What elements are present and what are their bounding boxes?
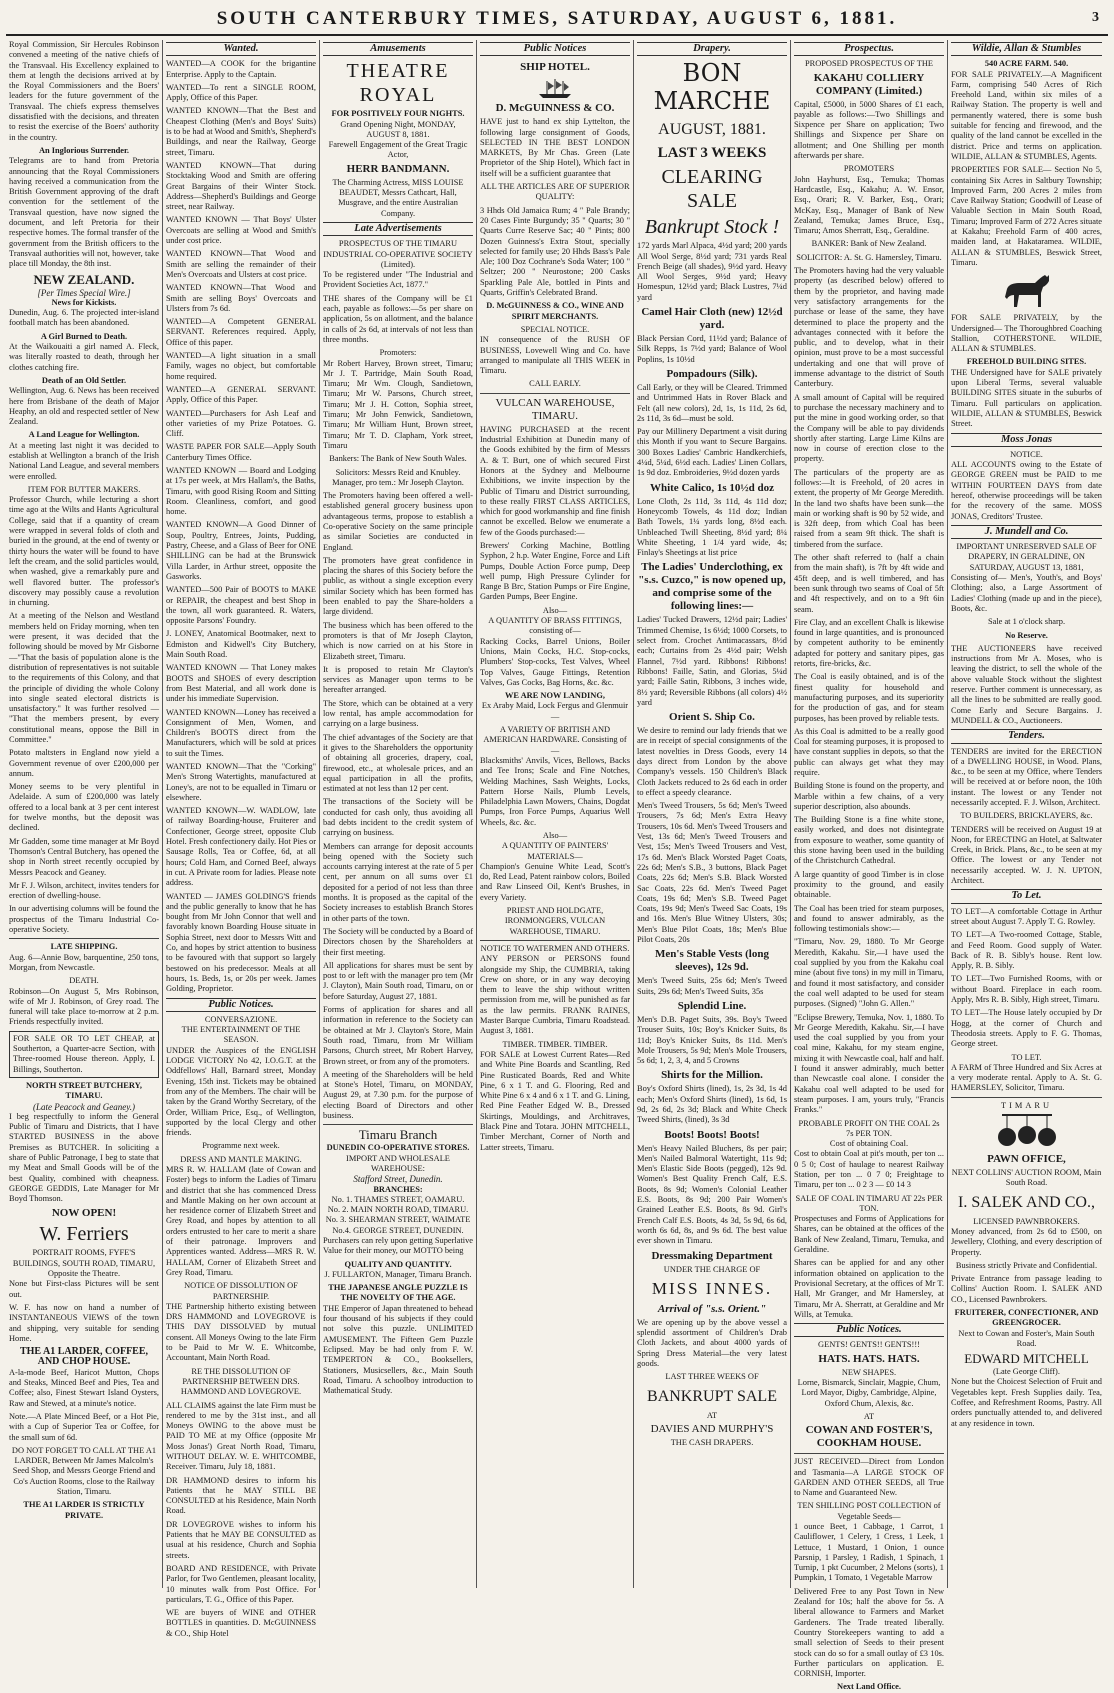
ad-subheading: THE ENTERTAINMENT OF THE SEASON. (181, 1025, 301, 1045)
paragraph: Mr F. J. Wilson, architect, invites tenders for erection of dwelling-house. (9, 880, 159, 901)
ad-heading: PROSPECTUS OF THE TIMARU INDUSTRIAL CO-OPERATIVE SOCIETY (Limited). (323, 239, 473, 269)
page-number: 3 (1092, 10, 1102, 25)
ad-text: The Charming Actress, MISS LOUISE BEAUDET, Messrs Cathcart, Hall, Musgrave, and the entire Australian Company. (332, 177, 464, 218)
ad-heading: A QUANTITY OF BRASS FITTINGS, consisting of— (488, 616, 622, 636)
paragraph: Wellington, Aug. 6. News has been received here from Brisbane of the death of Major Heaphy, an old and respected settler of New Zealand. (9, 386, 159, 427)
ad-text: HAVING PURCHASED at the recent Industrial Exhibition at Dunedin many of the Goods exhibited by the firm of Messrs A. & T. Burt, one of which secured First Honors at the Sydney and Melbourne Exhibitions, we invite inspection by the Public of Timaru and District surrounding, to these really FIRST CLASS ARTICLES, which for good workmanship and fine finish cannot be excelled. Below we enumerate a few of the Goods purchased:— (480, 424, 630, 537)
ad-heading: AUGUST, 1881. (658, 121, 766, 139)
ad-text: ALL THE ARTICLES ARE OF SUPERIOR QUALITY: (480, 182, 630, 202)
ad-heading: D. McGUINNESS & CO. (495, 102, 615, 115)
pawn-banner (951, 1111, 1102, 1151)
classified-ad: WANTED KNOWN — That Loney makes BOOTS and SHOES of every description from Best Material, and all work done is under his immediate Supervision. (166, 663, 316, 704)
column-news (6, 40, 163, 1588)
classified-ad: WANTED—A GENERAL SERVANT. Apply, Office of this Paper. (166, 384, 316, 405)
ad-heading: TIMARU (1000, 1100, 1053, 1110)
headline: A Land League for Wellington. (28, 430, 140, 440)
ad-text: WE are buyers of WINE and OTHER BOTTLES in quantities. D. McGUINNESS & CO., Ship Hotel (166, 1608, 316, 1638)
ad-text: ANY PERSON or PERSONS found alongside my Ship, the CUMBRIA, taking Crew on shore, or in any way decoying them to leave the ship without written permission from me, will be punished as far as the law permits. FRANK RAINES, Master Barque Cumbria, Timaru Roadstead. August 3, 1881. (480, 954, 630, 1036)
section-heading: NEW ZEALAND. (33, 271, 135, 287)
ad-heading: LAST 3 WEEKS (657, 145, 767, 162)
ad-text: All applications for shares must be sent by post to or left with the manager pro tem (Mr J. Clayton), Main South road, Timaru, on or before Saturday, August 27, 1881. (323, 960, 473, 1001)
classified-ad: WASTE PAPER FOR SALE—Apply South Canterbury Times Office. (166, 442, 316, 462)
ad-text: TO LET—The House lately occupied by Dr Hogg, at the corner of Church and Theodosia streets. Apply to F. G. Thomas, George street. (951, 1008, 1102, 1049)
ad-heading: DUNEDIN CO-OPERATIVE STORES. (326, 1143, 470, 1153)
ad-text: Business strictly Private and Confidential. (955, 1260, 1098, 1270)
ad-heading: The Ladies' Underclothing, ex "s.s. Cuzco," is now opened up, and comprise some of the following lines:— (638, 561, 786, 613)
ad-heading: TEN SHILLING POST COLLECTION of Vegetable Seeds— (797, 1501, 941, 1521)
ad-text: TENDERS will be received on August 19 at Noon, for ERECTING an Hotel, at Saltwater Creek, in Brick. Plans, &c., to be seen at my Office. The lowest or any Tender not necessarily accepted. W. J. N. UPTON, Architect. (951, 824, 1102, 886)
masthead (6, 4, 1108, 36)
ad-text: "Timaru, Nov. 29, 1880. To Mr George Meredith, Kakahu. Sir,—I have used the coal supplied by you from the Kakahu coal mine (about five tons) in my mill in Timaru, and found it most satisfactory, and consider the coal well adapted to be used for steam purposes. (Signed) "John G. Allen." (794, 937, 944, 1009)
paragraph: Robinson—On August 5, Mrs Robinson, wife of Mr J. Robinson, of Grey road. The funeral will take place to-morrow at 2 p.m. Friends respectfully invited. (9, 986, 159, 1027)
ad-text: Capital, £5000, in 5000 Shares of £1 each, payable as follows:—Two Shillings and Sixpence per Share on application; Two Shillings and Sixpence per Share on allotment; and One Shilling per month afterwards per share. (794, 99, 944, 161)
ad-text: To be registered under "The Industrial and Provident Societies Act, 1877." (323, 270, 473, 290)
ad-text: We are opening up by the above vessel a splendid assortment of Children's Drab Cloth Jackets, and about 4000 yards of Spring Dress Material—the very latest goods. (637, 1317, 787, 1369)
ad-heading: DAVIES AND MURPHY'S (650, 1422, 774, 1435)
ad-text: The promoters have great confidence in placing the shares of this Society before the public, as without a single exception every similar Society which has been formed has been enabled to pay the Share-holders a large dividend. (323, 555, 473, 617)
column-drapery (634, 40, 791, 1588)
ad-text: Private Entrance from passage leading to Collins' Auction Room. I. SALEK AND CO., Licensed Pawnbrokers. (951, 1274, 1102, 1304)
ad-heading: MISS INNES. (651, 1278, 773, 1298)
ad-text: None but the Choicest Selection of Fruit and Vegetables kept. Fresh Supplies daily. Tea, Coffee, and Refreshment Rooms, Pastry. All orders punctually attended to, and delivered at any residence in town. (951, 1377, 1102, 1428)
ad-text: J. FULLARTON, Manager, Timaru Branch. (324, 1269, 472, 1279)
ad-heading: DRESS AND MANTLE MAKING. (180, 1154, 302, 1164)
ad-text: Prospectuses and Forms of Applications for Shares, can be obtained at the offices of the Bank of New Zealand, Timaru, Temuka, and Geraldine. (794, 1214, 944, 1255)
divider (951, 1097, 1102, 1098)
ad-heading: BON MARCHE (653, 59, 771, 116)
column-amusements (320, 40, 477, 1588)
ad-text: The Building Stone is a fine white stone, easily worked, and does not disintegrate from exposure to weather, some quantity of this stone having been used in the building of the Christchurch Cathedral. (794, 815, 944, 866)
ad-heading: Men's Stable Vests (long sleeves), 12s 9d. (655, 948, 769, 974)
ad-text: A FARM of Three Hundred and Six Acres at a very moderate rental. Apply to A. St. G. HAMERSLEY, Solicitor, Timaru. (951, 1062, 1102, 1093)
ad-heading: SPECIAL NOTICE. (520, 324, 590, 334)
ad-text: Champion's Genuine White Lead, Scott's do, Red Lead, Patent rainbow colors, Boiled and Raw Linseed Oil, Kent's Brushes, in every Variety. (480, 861, 630, 902)
ad-text: Ladies' Tucked Drawers, 12½d pair; Ladies' Trimmed Chemise, 1s 6½d; 1000 Corsets, to select from. Crochet Antimacassars, 8½d each; Curtains from 2s 4½d pair; Welsh Flannel, 7½d yard. Ribbons! Ribbons! Ribbons! Faille, Satin, and Glorias, 5¼d yard; Faille Satin, Ribbons, 3 inches wide, 8½ yard; Reversible Ribbons (all colors) 4½ yard (637, 615, 787, 707)
headline: ITEM FOR BUTTER MAKERS. (27, 484, 141, 494)
ad-text: A-la-mode Beef, Haricot Mutton, Chops and Steaks, Minced Beef and Pies, Tea and Coffee; also, Finest Stewart Island Oysters, Raw and Stewed, at a minute's notice. (9, 1367, 159, 1408)
ad-subheading: NEW SHAPES. (841, 1367, 897, 1377)
headline: News for Kickists. (51, 297, 117, 307)
ad-text: W. F. has now on hand a number of INSTANTANEOUS VIEWS of the town and shipping, very suitable for sending Home. (9, 1302, 159, 1343)
ad-heading: Bankrupt Stock ! (644, 216, 780, 239)
classified-ad: WANTED KNOWN—A Good Dinner of Soup, Poultry, Entrees, Joints, Pudding, Pastry, Cheese, and a Glass of Beer for ONE SHILLING can be had at the Brunswick Villa Larder, in Arthur street, opposite the Gasworks. (166, 520, 316, 581)
classified-ad: WANTED KNOWN—That the Best and Cheapest Clothing (Men's and Boys' Suits) is to be had at Wood and Smith's, Shepherd's Buildings, and near the Railway, George street, Timaru. (166, 106, 316, 157)
classified-ad: WANTED KNOWN—That the "Corking" Men's Strong Watertights, manufactured at Loney's, are not to be equalled in Timaru or elsewhere. (166, 762, 316, 802)
ad-text: JUST RECEIVED—Direct from London and Tasmania—A LARGE STOCK OF GARDEN AND OTHER SEEDS, all True to Name and Guaranteed New. (794, 1457, 944, 1498)
ad-text: No. 1. THAMES STREET, OAMARU. (331, 1194, 465, 1204)
ad-text: UNDER THE CHARGE OF (663, 1264, 761, 1274)
ad-heading: TIMBER. TIMBER. TIMBER. (502, 1039, 608, 1049)
ad-text: Forms of application for shares and all information in reference to the Society can be obtained at Mr J. Clayton's Store, Main South road, Timaru, from Mr William Parsons, Church street, Mr Robert Harvey, Brown street, or from any of the promoters. (323, 1005, 473, 1066)
ad-subheading: FOR POSITIVELY FOUR NIGHTS. (331, 109, 465, 119)
ad-text: Mr Robert Harvey, Brown street, Timaru; Mr J. T. Partridge, Main South Road, Timaru; Mr Wm. Clough, Sandietown, Timaru; Mr W. Parsons, Church street, Timaru; Mr J. H. Cotton, Sophia street, Timaru; Mr John Fenwick, Sandietown, Timaru; Mr William Hunt, Brown street, Timaru; Mr T. D. Clapham, York street, Timaru (323, 358, 473, 450)
ad-text: Men's Tweed Suits, 25s 6d; Men's Tweed Suits, 29s 6d; Men's Tweed Suits, 35s (637, 976, 787, 996)
ad-text: Also— (542, 831, 568, 840)
classified-ad: WANTED KNOWN—That Wood and Smith are selling the remainder of their Men's Overcoats and Ulsters at cost price. (166, 249, 316, 279)
ad-subheading: (Late George Cliff). (993, 1367, 1060, 1377)
ad-text: HAVE just to hand ex ship Lyttelton, the following large consignment of Goods, SELECTED IN THE BEST LONDON MARKETS, By Mr Chas. Green (Late Proprietor of the Ship Hotel), Which fact in itself will be a sufficient guarantee that (480, 117, 630, 178)
ad-text: Sale at 1 o'clock sharp. (987, 617, 1066, 627)
ad-text: Shares can be applied for and any other information obtained on application to the Provisional Secretary, at the offices of Mr T. Hall, Mr Granger, and Mr Hamersley, at Timaru, Mr A. Sherratt, at Geraldine and Mr Wills, at Temuka. (794, 1258, 944, 1319)
paragraph: Royal Commission, Sir Hercules Robinson convened a meeting of the native chiefs of the Transvaal. His Excellency explained to them at length the decisions arrived at by the Royal Commissioners and the Boers' leaders for the future government of the Transvaal. The chiefs express themselves dissatisfied with the decisions, and threaten to resist the exercise of the Boers' authority in the country. (9, 40, 159, 142)
paragraph: Money seems to be very plentiful in Adelaide. A sum of £200,000 was lately offered to a local bank at 3 per cent interest for twelve months, but the deposit was declined. (9, 782, 159, 833)
section-heading: LATE SHIPPING. (50, 942, 118, 952)
ad-heading: Orient S. Ship Co. (669, 711, 755, 724)
ad-subheading: BRANCHES: (373, 1184, 423, 1194)
ad-text: THE Partnership hitherto existing between DRS HAMMOND and LOVEGROVE is THIS DAY DISSOLVED by mutual consent. All Moneys Owing to the late Firm to be Paid to Mr W. E. Whitcombe, Accountant, Main North Road. (166, 1301, 316, 1363)
ad-text: Boy's Oxford Shirts (lined), 1s, 2s 3d, 1s 4d each; Men's Oxford Shirts (lined), 1s 6d, 1s 9d, 2s 6d, 2s 3d; Black and White Check Tweed Shirts, (lined), 3s 3d (637, 1084, 787, 1125)
section-header: Tenders. (951, 729, 1102, 743)
ad-text: Ex Araby Maid, Lock Fergus and Glenmuir— (481, 701, 629, 721)
paragraph: In our advertising columns will be found the prospectus of the Timaru Industrial Co-operative Society. (9, 904, 159, 935)
ad-text: Pay our Millinery Department a visit during this Month if you want to Secure Bargains. 300 Boxes Ladies' Cambric Handkerchiefs, 4¼d, 5¼d, 6½d each. Ladies' Linen Collars, 1s 9d doz. Embroideries, 9½d dozen yards (637, 427, 787, 478)
section-header: Drapery. (637, 42, 787, 56)
ad-subheading: PROMOTERS (843, 164, 895, 174)
section-header: Prospectus. (794, 42, 944, 56)
divider (794, 1453, 944, 1454)
ad-heading: VULCAN WAREHOUSE, TIMARU. (495, 396, 615, 422)
ad-text: LAST THREE WEEKS OF (665, 1372, 759, 1382)
ad-heading: TO LET. (1011, 1052, 1042, 1062)
ad-text: Members can arrange for deposit accounts being opened with the Society such accounts carrying interest at the rate of 5 per cent, per annum on all sums over £1 deposited for a period of not less than three months. It is proposed as the capital of the Society increases to establish Branch Stores in other parts of the town. (323, 841, 473, 923)
section-heading: DEATH. (69, 976, 99, 986)
ad-text: Men's Heavy Nailed Bluchers, 8s per pair; Men's Nailed Balmoral Watertight, 11s 9d; Men's Elastic Side Boots (pegged), 12s 9d. Women's Best Quality French Calf, E.S. Boots, 8s 9d; Women's Colonial Leather E.S. Boots, 8s 9d; 200 Pair Women's Grained Leather E.S. Boots, 8s 9d. Girl's French Calf E.S. Boots, 4s 3d, 5s 9d, 6s 6d, worth 6s 6d, 8s, and 9s 6d. The best value ever shown in Timaru. (637, 1143, 787, 1246)
ad-text: Cost to obtain Coal at pit's mouth, per ton ... 0 5 0; Cost of haulage to nearest Railway Station, per ton ... 0 7 0; Freightage to Timaru, per ton ... 0 2 3 — £0 14 3 (794, 1149, 944, 1190)
ad-heading: A QUANTITY OF PAINTERS' MATERIALS— (501, 841, 609, 861)
ad-heading: NORTH STREET BUTCHERY, TIMARU. (26, 1080, 142, 1101)
ad-text: The Store, which can be obtained at a very low rental, has ample accommodation for carrying on a large business. (323, 698, 473, 729)
paragraph: At the Waikouaiti a girl named A. Fleck, was literally roasted to death, through her clothes catching fire. (9, 342, 159, 372)
ad-text: Men's D.B. Paget Suits, 39s. Boy's Tweed Trouser Suits, 10s; Boy's Knicker Suits, 8s 11d; Boy's Knicker Suits, 8s 11d. Men's Mole Trousers, 5s 9d; Men's Mole Trousers, 5s 6d; 1, 2, 3, 4, and 5 Crowns (637, 1014, 787, 1066)
ad-text: As this Coal is admitted to be a really good Coal for steaming purposes, it is proposed to have constant supplies in depots, so that the public can always get what they may require. (794, 726, 944, 777)
ad-heading: COWAN AND FOSTER'S, COOKHAM HOUSE. (805, 1424, 933, 1450)
headline: A Girl Burned to Death. (40, 331, 128, 341)
ad-text: Lorne, Bismarck, Sinclair, Magpie, Chum, Lord Mayor, Digby, Cambridge, Alpine, Oxford Chum, Alexis, &c. (797, 1378, 941, 1408)
ad-text: IN consequence of the RUSH OF BUSINESS, Lovewell Wing and Co. have arranged to manipulate all THIS WEEK in Timaru. (480, 335, 630, 376)
ad-heading: Timaru Branch (358, 1127, 438, 1143)
ad-text: BOARD AND RESIDENCE, with Private Parlor, for Two Gentlemen, pleasant locality, 10 minutes walk from Post Office. For particulars, T. G., Office of this Paper. (166, 1563, 317, 1604)
ad-text: The Society will be conducted by a Board of Directors chosen by the Shareholders at their first meeting. (323, 926, 473, 957)
ad-text: Farewell Engagement of the Great Tragic Actor, (328, 140, 468, 160)
ad-text: THE CASH DRAPERS. (670, 1437, 754, 1447)
classified-ad: WANTED KNOWN—W. WADLOW, late of railway Boarding-house, Fruiterer and Confectioner, George street, opposite Club Hotel. Fresh confectionery daily. Hot Pies or Sausage Rolls, Tea or Coffee, 6d, at all hours; Cold Ham, and Corned Beef, always in cut. A Private room for ladies. Please note address. (166, 806, 316, 888)
ad-text: DO NOT FORGET TO CALL AT THE A1 LARDER, Between Mr James Malcolm's Seed Shop, and Messrs George Friend and Co's Auction Rooms, close to the Railway Station, Timaru. (11, 1445, 157, 1496)
ad-text: We desire to remind our lady friends that we are in receipt of special consignments of the latest novelties in Dress Goods, every 14 days direct from London by the above Company's vessels. 150 Children's Black Cloth Jackets reduced to 2s 6d each in order to effect a speedy clearance. (637, 726, 787, 797)
ad-heading: CONVERSAZIONE. (204, 1014, 278, 1024)
ad-heading: SHIP HOTEL. (520, 61, 590, 74)
paragraph: Aug. 6—Annie Bow, barquentine, 250 tons, Morgan, from Newcastle. (9, 952, 159, 972)
ad-heading: I. SALEK AND CO., (958, 1193, 1095, 1211)
ad-text: Also— (542, 605, 568, 615)
ad-text: ALL CLAIMS against the late Firm must be rendered to me by the 31st inst., and all Moneys OWING to the above must be PAID TO ME at my Office (opposite Mr Moss Jonas') Great North Road, Timaru, WITHOUT DELAY. W. E. WHITCOMBE, Receiver. Timaru, July 18, 1881. (166, 1400, 316, 1472)
ad-text: PROPERTIES FOR SALE— Section No 5, containing Six Acres in Saltbury Township; Improved Farm, 200 Acres 2 miles from Cave Railway Station; Goodwill of Lease of Valuable Section in Main South Road, Timaru; Improved Farm of 272 Acres situate at Kakahu; Freehold Farm of 400 acres, maiden land, at Hakataramea. WILDIE, ALLAN & STUMBLES, Beswick Street, Timaru. (951, 165, 1102, 267)
ad-text: No. 3. SHEARMAN STREET, WAIMATE (325, 1215, 471, 1225)
ad-text: None but First-class Pictures will be sent out. (9, 1279, 159, 1299)
classified-ad: WANTED—A COOK for the brigantine Enterprise. Apply to the Captain. (166, 59, 316, 79)
ad-heading: Dressmaking Department (651, 1249, 773, 1262)
ad-text: No Reserve. (1005, 630, 1048, 640)
ad-subheading: NEXT COLLINS' AUCTION ROOM, Main South Road. (951, 1168, 1102, 1188)
ship-hotel-banner (480, 59, 630, 76)
ad-text: 1 ounce Beet, 1 Cabbage, 1 Carrot, 1 Cauliflower, 1 Celery, 1 Cress, 1 Leek, 1 Lettuce, 1 Mustard, 1 Onion, 1 ounce Parsnip, 1 Parsley, 1 Radish, 1 Spinach, 1 Turnip, 1 pkt Cucumber, 2 Melons (sorts), 1 Pumpkin, 1 Tomato, 1 Vegetable Marrow (794, 1522, 944, 1583)
headline: An Inglorious Surrender. (38, 145, 130, 155)
section-header: To Let. (951, 889, 1102, 903)
divider (323, 1124, 473, 1125)
ad-text: DR LOVEGROVE wishes to inform his Patients that he MAY BE CONSULTED as usual at his residence, Church and Sophia streets. (166, 1519, 316, 1560)
ad-text: Men's Tweed Trousers, 5s 6d; Men's Tweed Trousers, 7s 6d; Men's Extra Heavy Trousers, 10s 6d. Men's Tweed Trousers and Vest, 13s 6d; Men's Tweed Trousers and Vest, 15s; Men's Tweed Trousers and Vest, 17s 6d. Men's Black Worsted Paget Coats, 22s 6d; Men's S.B., 3 buttons, Black Paget Coats, 22s 6d; Men's S.B. Black Worsted Sac Coats, 22s 6d. Men's Tweed Paget Coats, 19s 6d; Men's S.B. Tweed Paget Coats, 19s 9d; Men's Tweed Sac Coats, 19s and 16s. Men's Blue Witney Ulsters, 30s; Men's Blue Pilot Coats, 18s; Men's Blue Pilot Coats, 20s (637, 801, 787, 945)
ad-heading: THE JAPANESE ANGLE PUZZLE IS THE NOVELTY OF THE AGE. (328, 1283, 468, 1303)
ad-heading: Pompadours (Silk). (666, 367, 758, 380)
ad-text: Black Persian Cord, 11½d yard; Balance of Silk Repps, 1s 7½d yard; Balance of Wool Poplins, 1s 10½d (637, 334, 787, 364)
advertisement (9, 1031, 159, 1078)
divider (9, 938, 159, 939)
section-header: Moss Jonas (951, 433, 1102, 447)
masthead-title: SOUTH CANTERBURY TIMES, SATURDAY, AUGUST 6, 1881. (216, 8, 898, 29)
ad-heading: NOTICE TO WATERMEN AND OTHERS. (480, 943, 630, 953)
ad-heading: Splendid Line. (677, 999, 747, 1012)
ad-text: Programme next week. (202, 1141, 280, 1151)
headline: Death of an Old Settler. (41, 375, 127, 385)
ad-heading: Camel Hair Cloth (new) 12½d yard. (641, 306, 783, 332)
ad-text: John Hayhurst, Esq., Temuka; Thomas Hardcastle, Esq., Kakahu; A. W. Ensor, Esq., Orari; R. V. Barker, Esq., Orari; McKay, Esq., Manager of Bank of New Zealand, Temuka; James Bruce, Esq., Timaru; Amos Sherratt, Esq., Geraldine. (794, 174, 944, 236)
ad-text: TO LET—Two Furnished Rooms, with or without Board. Fireplace in each room. Apply, Mrs R. B. Sibly, High street, Timaru. (951, 974, 1102, 1005)
section-header: J. Mundell and Co. (951, 525, 1102, 539)
ad-heading: Boots! Boots! Boots! (664, 1128, 760, 1141)
section-header: Public Notices (480, 42, 630, 56)
ad-subheading: PORTRAIT ROOMS, FYFE'S BUILDINGS, SOUTH ROAD, TIMARU, Opposite the Theatre. (12, 1248, 156, 1279)
ad-text: A meeting of the Shareholders will be held at Stone's Hotel, Timaru, on MONDAY, August 29, at 7.30 p.m. for the purpose of electing Board of Directors and other business. (323, 1069, 473, 1121)
ad-heading: PAWN OFFICE, (987, 1153, 1066, 1166)
ad-text: Fire Clay, and an excellent Chalk is likewise found in large quantities, and is pronounced by competent authority to be eminently adapted for pottery and sanitary pipes, gas retorts, fire-bricks, &c. (794, 617, 944, 669)
ad-heading: NOTICE OF DISSOLUTION OF PARTNERSHIP. (184, 1281, 298, 1301)
ad-text: A large quantity of good Timber is in close proximity to the ground, and easily obtainable. (794, 869, 944, 900)
ad-text: 172 yards Marl Alpaca, 4½d yard; 200 yards All Wool Serge, 8½d yard; 731 yards Real French Beige (all shades), 9½d yard. Heavy All Wool Serges, 9½d yard; Heavy Homespun, 12½d yard; Black Lustres, 7¼d yard (637, 241, 787, 302)
ad-heading: HATS. HATS. HATS. (818, 1352, 920, 1365)
ad-text: THE Undersigned have for SALE privately upon Liberal Terms, several valuable BUILDING SITES situate in the suburbs of Timaru. Full particulars on application. WILDIE, ALLAN & STUMBLES, Beswick Street. (951, 367, 1102, 429)
ad-text: The chief advantages of the Society are that it gives to the Shareholders the opportunity of obtaining all groceries, drapery, coal, firewood, etc., at wholesale prices, and an equal participation in all the profits, estimated at not less than 12 per cent. (323, 732, 473, 794)
paragraph: At a meeting of the Nelson and Westland members held on Friday morning, when ten were present, it was decided that the following should be moved by Mr Gisborne—"That the basis of population alone is the distribution of representatives is not suitable to the requirements of this Colony, and that the principle of dividing the whole Colony into single seated electoral districts is unsatisfactory." It was further resolved — "That the members present, by every constitutional means, oppose the Bill in Committee." (9, 611, 159, 744)
ad-text: Solicitors: Messrs Reid and Knubley. Manager, pro tem.: Mr Joseph Clayton. (332, 467, 464, 487)
ad-text: Next to Cowan and Foster's, Main South Road. (958, 1328, 1095, 1348)
column-wanted (163, 40, 320, 1638)
column-public-notices (477, 40, 634, 1588)
section-subheading: [Per Times Special Wire.] (37, 287, 131, 298)
ad-text: Lone Cloth, 2s 11d, 3s 11d, 4s 11d doz; Honeycomb Towels, 4s 11d doz; Indian Bath Towels, 1¼ yards long, 8½d each. Unbleached Twill Sheeting, 8½d yard; 8¼ White Sheeting, 1 1/4 yard wide, 4s; Finlay's Sheetings at list price (637, 496, 787, 558)
ad-text: Grand Opening Night, MONDAY, AUGUST 8, 1881. (340, 119, 456, 139)
ad-text: FOR SALE OR TO LET CHEAP, at Southerton, a Quarter-acre Section, with Three-roomed House thereon. Apply, I. Billings, Southerton. (13, 1033, 155, 1074)
ad-heading: PROPOSED PROSPECTUS OF THE (804, 59, 934, 69)
ad-text: AT (706, 1410, 718, 1420)
ad-text: THE AUCTIONEERS have received instructions from Mr A. Moses, who is leaving the district, to sell the whole of the above valuable Stock without the slightest reserve. Further comment is unnecessary, as all the lines to be submitted are really good. Come Early and Secure Bargains. J. MUNDELL & CO., Auctioneers. (951, 643, 1102, 725)
section-header: Public Notices. (166, 998, 316, 1012)
ad-text: BANKER: Bank of New Zealand. (811, 239, 927, 249)
classified-ad: WANTED KNOWN—Loney has received a Consignment of Men, Women, and Children's BOOTS direct from the Manufacturers, which will be sold at prices to suit the Times. (166, 707, 316, 758)
ad-heading: QUALITY AND QUANTITY. (344, 1259, 452, 1269)
section-header: Wildie, Allan & Stumbles (951, 42, 1102, 56)
divider (480, 393, 630, 394)
ad-text: The business which has been offered to the promoters is that of Mr Joseph Clayton, which is now carried on at his Store in Elizabeth street, Timaru. (323, 620, 473, 661)
classified-ad: J. LONEY, Anatomical Bootmaker, next to Edmiston and Kidwell's City Butchery, Main South Road. (166, 629, 316, 660)
classified-ad: WANTED—To rent a SINGLE ROOM, Apply, Office of this Paper. (166, 82, 316, 103)
ad-heading: White Calico, 1s 10½d doz (649, 481, 775, 494)
classified-ad: WANTED—A Competent GENERAL SERVANT. References required. Apply, Office of this paper. (166, 317, 316, 347)
ad-text: The Coal is easily obtained, and is of the finest quality for household and manufacturing purposes, and its superiority for the production of gas, and for steam purposes, has been proved by reliable tests. (794, 672, 944, 723)
ad-text: The Coal has been tried for steam purposes, and found to answer admirably, as the following testimonials show:— (794, 903, 944, 934)
ad-text: No. 2. MAIN NORTH ROAD, TIMARU. (327, 1205, 469, 1215)
ad-text: The transactions of the Society will be conducted for cash only, thus avoiding all bad debts incident to the credit system of carrying on business. (323, 797, 473, 838)
ad-heading: PRIEST AND HOLDGATE, IRONMONGERS, VULCAN WAREHOUSE, TIMARU. (504, 906, 606, 936)
ad-heading: GENTS! GENTS!! GENTS!!! (818, 1340, 920, 1350)
ad-text: FOR SALE PRIVATELY.—A Magnificent Farm, comprising 540 Acres of Rich Freehold Land, within six miles of a Railway Station. The property is well and permanently watered, there is some bush suitable for fencing and firewood, and the quality of the land cannot be excelled in the district. Price and terms on application. WILDIE, ALLAN & STUMBLES, Agents. (951, 69, 1102, 161)
ad-heading: KAKAHU COLLIERY COMPANY (Limited.) (813, 71, 925, 97)
ad-text: AT (863, 1411, 875, 1421)
column-land-agents (948, 40, 1105, 1588)
horse-icon (997, 271, 1057, 311)
classified-ad: WANTED KNOWN—That during Stocktaking Wood and Smith are offering Great Bargains of their Winter Stock. Address—Shepherd's Buildings and George street, near Railway. (166, 160, 316, 212)
ship-icon (535, 78, 575, 100)
ad-text: Delivered Free to any Post Town in New Zealand for 10s; half the above for 5s. A liberal allowance to Farmers and Market Gardeners. The Trade treated liberally. Country Storekeepers wanting to add a small selection of Seeds to their present stock can do so for a small outlay of £3 10s. Further particulars on application. E. CORNISH, Importer. (794, 1586, 944, 1679)
ad-text: No.4. GEORGE STREET, DUNEDIN. (332, 1225, 464, 1235)
ad-text: THE shares of the Company will be £1 each, payable as follows:—5s per share on application, 5s on allotment, and the balance in calls of 2s 6d, at intervals of not less than three months. (323, 293, 473, 344)
ad-heading: W. Ferriers (39, 1223, 129, 1246)
ad-text: SOLICITOR: A. St. G. Hamersley, Timaru. (796, 252, 942, 262)
ad-text: Call Early, or they will be Cleared. Trimmed and Untrimmed Hats in Rover Black and Felt (all new colors), 2d, 1s, 1s 11d, 2s 6d, 2s 11d, 3s 6d—must be sold. (637, 382, 787, 423)
ad-text: THE Emperor of Japan threatened to behead four thousand of his subjects if they could not solve this puzzle. UNLIMITED AMUSEMENT. The Fifteen Gem Puzzle Eclipsed. May be had only from F. W. TEMPERTON & CO., Booksellers, Stationers, Musicsellers, &c., Main South Road, Timaru. A schoolboy introduction to Mathematical Study. (323, 1303, 473, 1396)
ad-subheading: LICENSED PAWNBROKERS. (973, 1216, 1080, 1226)
ad-heading: THE A1 LARDER, COFFEE, AND CHOP HOUSE. (19, 1346, 149, 1368)
ad-text: Note.—A Plate Minced Beef, or a Hot Pie, with a Cup of Superior Tea or Coffee, for the small sum of 6d. (9, 1411, 159, 1442)
ad-text: ALL ACCOUNTS owing to the Estate of GEORGE GREEN must be PAID to me WITHIN FOURTEEN DAYS from date hereof, otherwise proceedings will be taken for the recovery of the same. MOSS JONAS, Creditors' Trustee. (951, 460, 1102, 521)
ad-heading: A VARIETY OF BRITISH AND AMERICAN HARDWARE. Consisting of— (483, 725, 627, 755)
ad-text: Purchasers can rely upon getting Superlative Value for their money, our MOTTO being (323, 1235, 473, 1256)
ad-text: It is proposed to retain Mr Clayton's services as Manager upon terms to be hereafter arranged. (323, 664, 473, 695)
ad-heading: FRUITERER, CONFECTIONER, AND GREENGROCER. (954, 1307, 1099, 1328)
section-header: Late Advertisements (323, 222, 473, 236)
classified-ad: WANTED—Purchasers for Ash Leaf and other varieties of my Prize Potatoes. G. Cliff. (166, 408, 316, 439)
ad-text: Stafford Street, Dunedin. (353, 1174, 443, 1185)
ad-text: FOR SALE PRIVATELY, by the Undersigned— The Thoroughbred Coaching Stallion, COTHERSTONE. WILDIE, ALLAN & STUMBLES. (951, 313, 1102, 354)
ad-text: I beg respectfully to inform the General Public of Timaru and Districts, that I have STARTED BUSINESS in the above Premises as BUTCHER. In soliciting a share of Public Patronage, I beg to state that my Meat and Small Goods will be of the best Quality, combined with cheapness. GEORGE GEDDIS, Late Manager for Mr Boyd Thomson. (9, 1111, 159, 1204)
ad-heading: HERR BANDMANN. (346, 162, 450, 175)
ad-text: TENDERS are invited for the ERECTION of a DWELLING HOUSE, in Wood. Plans, &c., to be seen at my Office, where Tenders will be received at or before noon, the 10th instant. The lowest or any Tender not necessarily accepted. F. J. Wilson, Architect. (951, 746, 1102, 807)
ad-heading: CLEARING SALE (661, 166, 763, 213)
ad-heading: 540 ACRE FARM. 540. (984, 59, 1069, 69)
ad-text: TO LET—A comfortable Cottage in Arthur street about August 7. Apply T. G. Rowley. (951, 906, 1102, 926)
section-header: Public Notices. (794, 1323, 944, 1337)
ad-heading: FREEHOLD BUILDING SITES. (966, 357, 1087, 367)
ad-text: The Promoters having had the very valuable property (as described below) offered to them by the proprietor, and having made very satisfactory arrangements for the purchase or lease of the same, they have determined to place the property and the advantages connected with it before the public, and to develop, what in their opinion, must prove to be a most successful undertaking and one that will prove of immense advantage to the district of South Canterbury. (794, 266, 944, 389)
ad-text: Building Stone is found on the property, and Marble within a few chains, of a very superior description, also abounds. (794, 781, 944, 811)
ad-subheading: Cost of obtaining Coal. (829, 1139, 909, 1149)
pawnbroker-balls-icon (992, 1111, 1062, 1151)
ad-subheading: Promoters: (379, 348, 417, 358)
ad-text: The particulars of the property are as follows:—It is Freehold, of 20 acres in extent, the property of Mr George Meredith. In the land two shafts have been sunk—the main or working shaft is 90 by 52 wide, and is 32ft deep, from which Coal has been raised from a seam 9ft thick. The shaft is timbered from the surface. (794, 467, 944, 549)
ad-text: Blacksmiths' Anvils, Vices, Bellows, Backs and Tee Irons; Scale and Fine Notches, Welding Machines, Sash Weights, Locks, Pattern Horse Nails, Plumb Levels, Philadelphia Lawn Mowers, Chains, Dogdat Pumps, Iron Force Pumps, Aquarius Well Wheels, &c. &c. (480, 755, 630, 827)
ad-text: Consisting of— Men's, Youth's, and Boys' Clothing; also, a Large Assortment of Ladies' Clothing (made up and in the piece), Boots, &c. (951, 573, 1102, 613)
ad-text: Money advanced, from 2s 6d to £500, on Jewellery, Clothing, and every description of Property. (951, 1226, 1102, 1257)
ad-text: DR HAMMOND desires to inform his Patients that he MAY STILL BE CONSULTED at his Residence, Main North Road. (166, 1475, 316, 1516)
ad-text: Brewers' Corking Machine, Bottling Syphon, 2 h.p. Water Engine, Force and Lift Pumps, Double Action Force pump, Deep well pump, High Pressure Cylinder for Range B Brc, Station Pumps or Fire Engine, Garden Pumps, Beer Engine. (480, 540, 630, 602)
section-header: Amusements (323, 42, 473, 56)
ad-text: TO LET—A Two-roomed Cottage, Stable, and Feed Room. Good supply of Water. Back of R. B. Sibly's house. Rent low. Apply, R. B. Sibly. (951, 930, 1102, 971)
paragraph: Telegrams are to hand from Pretoria announcing that the Royal Commissioners having received a communication from the British Government approving of the draft convention for the settlement of the Transvaal question, have now signed the document, and left Pretoria for their respective homes. The formal transfer of the government from the British officers to the Transvaal authorities will not, however, take place till Monday, the 8th inst. (9, 156, 159, 269)
paragraph: At a meeting last night it was decided to establish at Wellington a branch of the Irish National Land League, and several members were enrolled. (9, 440, 159, 481)
ad-text: The Promoters having been offered a well-established general grocery business upon advantageous terms, propose to establish a Co-operative Society on the same principle as similar Societies are conducted in England. (323, 491, 473, 552)
ad-text: 3 Hhds Old Jamaica Rum; 4 " Pale Brandy; 20 Cases Finte Burgundy; 35 " Quarts; 30 " Quarts Curre Reserve Sac; 40 " Pints; 800 Dozen Guinness's Extra Stout, specially selected for family use; 20 Hhds Bass's Pale Ale; 100 Doz Cochrane's Soda Water; 100 " Seltzer; 200 " Neurostone; 200 Casks Sparkling Pale Ale, bottled in Pints and Quarts, Griffin's Celebrated Brand. (480, 205, 630, 298)
ad-heading: WE ARE NOW LANDING, (505, 691, 605, 701)
ad-heading: CALL EARLY. (529, 379, 581, 389)
classified-ad: WANTED KNOWN — That Boys' Ulster Overcoats are selling at Wood and Smith's under cost price. (166, 215, 316, 246)
paragraph: Potato maltsters in England now yield a Government revenue of over £200,000 per annum. (9, 748, 159, 778)
classified-ad: WANTED KNOWN—That Wood and Smith are selling Boys' Overcoats and Ulsters from 7s 6d. (166, 283, 316, 313)
ad-heading: Shirts for the Million. (661, 1069, 763, 1082)
ad-text: Next Land Office. (837, 1682, 901, 1692)
divider (480, 940, 630, 941)
classified-ad: WANTED KNOWN — Board and Lodging at 17s per week, at Mrs Hallam's, the Baths, Timaru, with good Rising Room and Sitting Room. Cleanliness, comfort, and good home. (166, 465, 316, 517)
ad-heading: SALE OF COAL IN TIMARU AT 22s PER TON. (795, 1193, 943, 1213)
ad-text: "Eclipse Brewery, Temuka, Nov. 1, 1880. To Mr George Meredith, Kakahu. Sir,—I have used the coal supplied by you from your coal mine, Kakahu, for my steam engine, mixing it with Newcastle coal, half and half. I found it answer admirably, much better than Newcastle coal alone. I consider the Kakahu coal well adapted to be used for steam purposes. I am, yours truly, "Francis Franks." (794, 1012, 944, 1115)
ad-text: MRS R. W. HALLAM (late of Cowan and Foster) begs to inform the Ladies of Timaru and district that she has commenced Dress and Mantle Making on her own account at her residence corner of Elizabeth Street and Grey Road, and hopes by attention to all orders entrusted to her care to merit a share of their patronage. Improvers and Apprentices wanted. Address—MRS R. W. HALLAM, Corner of Elizabeth Street and Grey Road, Timaru. (166, 1164, 316, 1277)
ad-heading: TO BUILDERS, BRICKLAYERS, &c. (960, 811, 1093, 821)
ad-heading: IMPORTANT UNRESERVED SALE OF DRAPERY, IN GERALDINE, ON SATURDAY, AUGUST 13, 1881, (956, 542, 1097, 572)
ad-heading: NOW OPEN! (51, 1207, 117, 1220)
ad-text: IMPORT AND WHOLESALE WAREHOUSE: (346, 1153, 450, 1173)
ad-heading: Arrival of "s.s. Orient." (657, 1302, 767, 1315)
ad-text: Racking Cocks, Barrel Unions, Boiler Unions, Main Cocks, H.C. Stop-cocks, Plumbers' Stop-cocks, Test Valves, Wheel Top Valves, Gauge Fittings, Retention Valves, Gas Cocks, Bag Horns, &c. &c. (480, 636, 630, 687)
ad-text: FOR SALE at Lowest Current Rates—Red and White Pine Boards and Scantling, Red Pine Rusticated Boards, Red and White Pine, 6 x 1 T. and G. Flooring, Red and White Pine 6 x 4 and 6 x 1 T. and G. Lining, Red Pine Feather Edged W. B., Dressed Skirtings, Mouldings, and Architraves, Black Pine and Totara. JOHN MITCHELL, Timber Merchant, Corner of North and Latter streets, Timaru. (480, 1049, 630, 1152)
ad-text: A small amount of Capital will be required to purchase the necessary machinery and to put the mine in good working order, so that the Company will be able to pay dividends shortly after starting. Large Lime Kilns are now in course of erection close to the property. (794, 392, 944, 464)
ad-text: Bankers: The Bank of New South Wales. (329, 454, 467, 464)
ad-heading: PROBABLE PROFIT ON THE COAL 2s 7s PER TON. (798, 1118, 940, 1138)
ad-heading: THEATRE ROYAL (346, 60, 450, 107)
paragraph: Professor Church, while lecturing a short time ago at the Wilts and Hants Agricultural College, said that if a quantity of cream were wrapped in several folds of cloth and buried in the ground, at the end of twenty or thirty hours the water will be found to have left the cream, and the solid particles would, when washed, give a remarkably pure and well flavored butter. The professor's discovery may possibly cause a revolution in churning. (9, 495, 159, 608)
ad-heading: NOTICE. (1010, 449, 1043, 459)
ad-text: THE A1 LARDER IS STRICTLY PRIVATE. (23, 1500, 145, 1520)
classified-ad: WANTED—A light situation in a small Family, wages no object, but comfortable home required. (166, 351, 316, 381)
ad-text: The other shaft referred to (half a chain from the main shaft), is 7ft by 4ft wide and 45ft deep, and is well timbered, and has been sunk through two seams of Coal of 5ft and 4ft respectively, and on to a 9ft 6in seam. (794, 553, 944, 614)
ad-heading: EDWARD MITCHELL (964, 1351, 1089, 1367)
classified-ad: WANTED — JAMES GOLDING'S friends and the public generally to know that he has bought from Mr John Connor that well and favorably known Boarding House situate in Sophia Street, next door to Messrs Witt and Co, and hopes by strict attention to business to be favoured with that support so largely bestowed on his predecessor. Meals at all hours, 1s. Beds, 1s, or 20s per week. James Golding, Proprietor. (166, 891, 316, 994)
ad-text: D. McGUINNESS & CO., WINE AND SPIRIT MERCHANTS. (486, 301, 624, 321)
ad-heading: RE THE DISSOLUTION OF PARTNERSHIP BETWEEN DRS. HAMMOND AND LOVEGROVE. (180, 1366, 302, 1397)
classified-ad: WANTED—500 Pair of BOOTS to MAKE or REPAIR, the cheapest and best Shop in the town, all work guaranteed. R. Waters, opposite Parsons' Foundry. (166, 585, 316, 626)
ad-subheading: (Late Peacock and Geaney.) (33, 1101, 135, 1112)
paragraph: Mr Gadden, some time manager at Mr Boyd Thomson's Central Butchery, has opened the shop in North street recently occupied by Messrs Peacock and Geaney. (9, 836, 159, 877)
ad-heading: BANKRUPT SALE (647, 1387, 777, 1405)
column-prospectus (791, 40, 948, 1692)
ad-text: UNDER the Auspices of the ENGLISH LODGE VICTORY No 42, I.O.G.T. at the Oddfellows' Hall, Barnard street, Monday Evening, 15th inst. Tickets may be obtained from any of the Members. The chair will be taken by the Grand Worthy Secretary, of the Order, William Price, Esq., of Wellington, supported by the local Clergy and other friends. (166, 1045, 316, 1138)
section-header: Wanted. (166, 42, 316, 56)
paragraph: Dunedin, Aug. 6. The projected inter-island football match has been abandoned. (9, 308, 159, 328)
